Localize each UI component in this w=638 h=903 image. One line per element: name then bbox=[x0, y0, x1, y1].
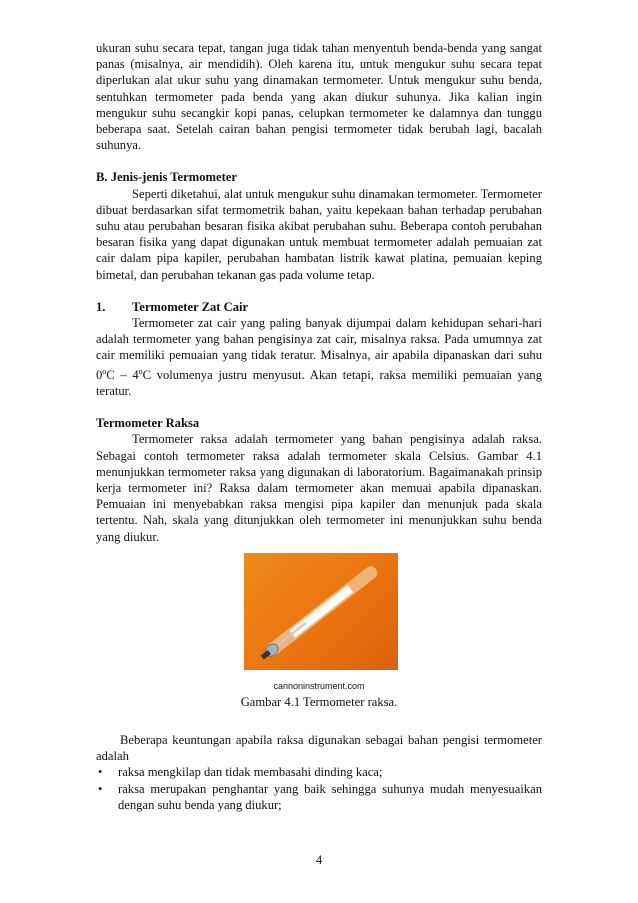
section-1-number: 1. bbox=[96, 299, 106, 314]
thermometer-photo bbox=[244, 553, 398, 670]
termometer-raksa-paragraph: Termometer raksa adalah termometer yang bahan pengisinya adalah raksa. Sebagai contoh termometer raksa adalah termometer skala Celsius. Gambar 4.1 menunjukkan termometer raksa yang digunakan di laboratorium. Bagaimanakah prinsip kerja termometer ini? Raksa dalam termometer akan memuai apabila dipanaskan. Pemuaian ini menyebabkan raksa mengisi pipa kapiler dan menunjuk pada skala tertentu. Nah, skala yang ditunjukkan oleh termometer ini menunjukkan suhu benda yang diukur. bbox=[96, 432, 542, 544]
page-number: 4 bbox=[315, 853, 323, 867]
bullet-icon: • bbox=[98, 781, 103, 796]
section-1-paragraph: Termometer zat cair yang paling banyak dijumpai dalam kehidupan sehari-hari adalah termometer yang bahan pengisinya zat cair, misalnya raksa. Pada umumnya zat cair memiliki pemuaian yang tidak teratur. Misalnya, air apabila dipanaskan dari suhu 0$^o$C – 4$^o$C volumenya justru menyusut. Akan tetapi, raksa memiliki pemuaian yang teratur. bbox=[96, 316, 543, 399]
figure-caption: Gambar 4.1 Termometer raksa. bbox=[240, 694, 398, 709]
section-b-paragraph: Seperti diketahui, alat untuk mengukur suhu dinamakan termometer. Termometer dibuat berdasarkan sifat termometrik bahan, yaitu kepekaan bahan terhadap perubahan suhu atau perubahan besaran fisika akibat perubahan suhu. Beberapa contoh perubahan besaran fisika yang dapat digunakan untuk membuat termometer adalah pemuaian zat cair dalam pipa kapiler, perubahan hambatan listrik kawat platina, pemuaian keping bimetal, dan perubahan tekanan gas pada volume tetap. bbox=[96, 186, 542, 282]
section-b-heading: B. Jenis-jenis Termometer bbox=[96, 170, 237, 185]
list-item: • raksa mengkilap dan tidak membasahi dinding kaca; bbox=[98, 765, 383, 780]
intro-paragraph: ukuran suhu secara tepat, tangan juga tidak tahan menyentuh benda-benda yang sangat panas (misalnya, air mendidih). Oleh karena itu, untuk mengukur suhu secara tepat diperlukan alat ukur suhu yang dinamakan termometer. Untuk mengukur suhu benda, sentuhkan termometer pada benda yang akan diukur suhunya. Jika kalian ingin mengukur suhu secangkir kopi panas, celupkan termometer ke dalamnya dan tunggu beberapa saat. Setelah cairan bahan pengisi termometer tidak berubah lagi, bacalah suhunya. bbox=[96, 41, 542, 153]
document-page bbox=[96, 40, 542, 813]
list-item: • raksa merupakan penghantar yang baik sehingga suhunya mudah menyesuaikan dengan suhu benda yang diukur; bbox=[98, 781, 542, 812]
thermometer-illustration-icon bbox=[244, 553, 398, 670]
figure-source: cannoninstrument.com bbox=[273, 680, 365, 691]
advantages-intro: Beberapa keuntungan apabila raksa digunakan sebagai bahan pengisi termometer adalah bbox=[96, 733, 542, 764]
termometer-raksa-heading: Termometer Raksa bbox=[96, 416, 200, 431]
section-1-heading bbox=[96, 299, 542, 315]
section-1-title: Termometer Zat Cair bbox=[132, 299, 249, 314]
bullet-icon: • bbox=[98, 765, 103, 780]
advantages-list bbox=[96, 764, 542, 813]
